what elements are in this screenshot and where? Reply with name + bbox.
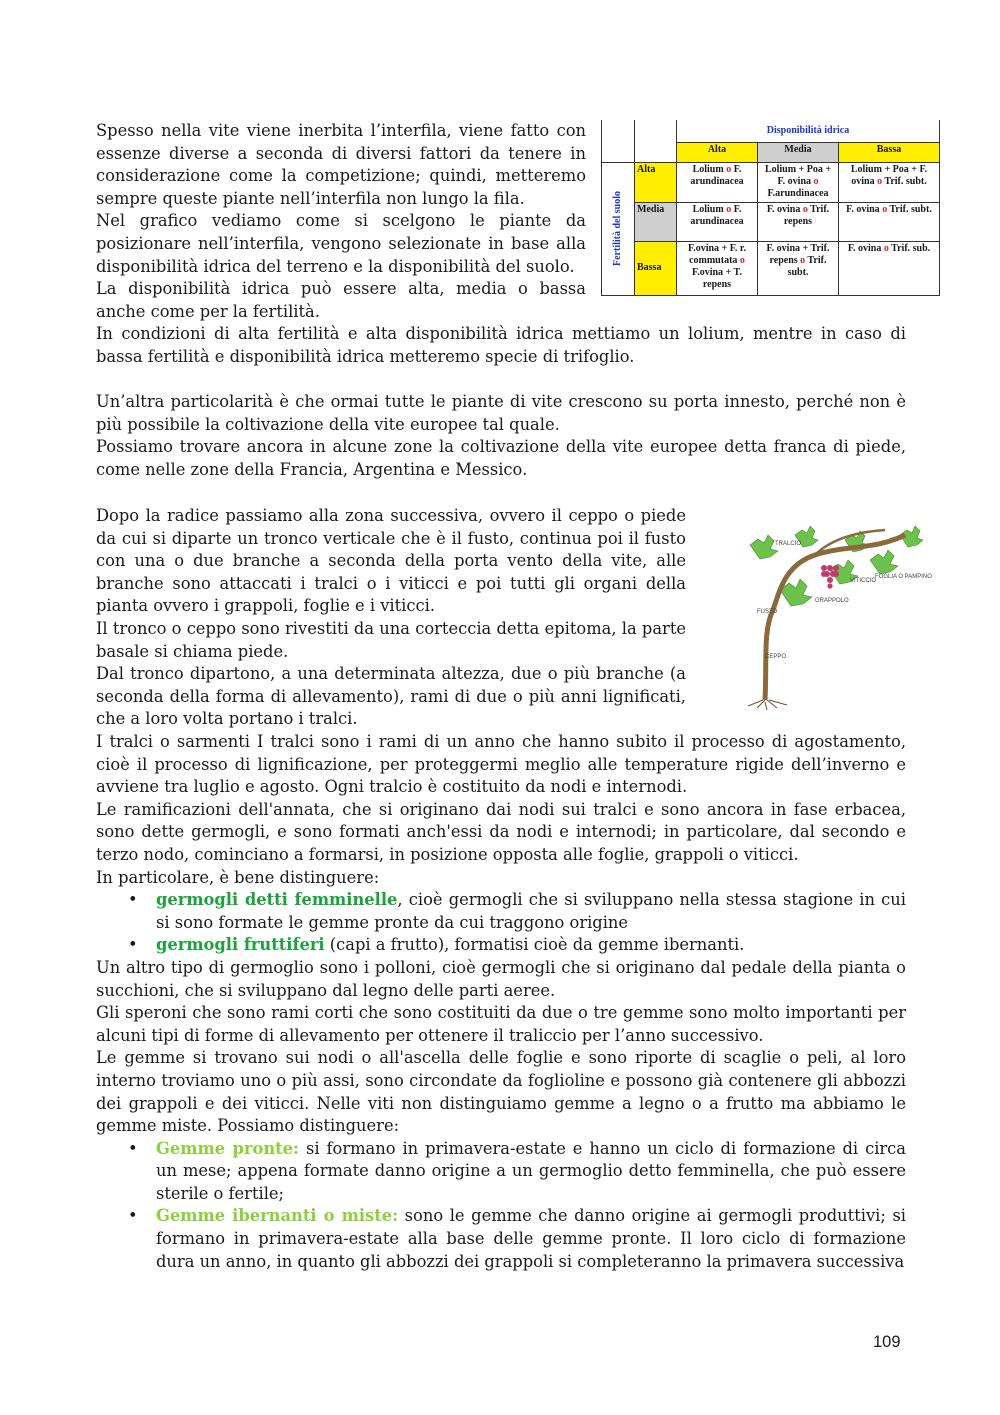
table-cell: Lolium o F. arundinacea [677,203,758,241]
table-col-alta: Alta [677,142,758,162]
intro-paragraph-1: Spesso nella vite viene inerbita l’interfila, viene fatto con essenze diverse a seconda di diversi fattori da tenere in considerazione come la competizione; quindi, metteremo sempre queste piante nell’interfila non lungo la fila. [96,121,586,208]
intro-paragraph-3: La disponibilità idrica può essere alta, media o bassa anche come per la fertilità. [96,279,586,321]
table-col-bassa: Bassa [839,142,940,162]
table-cell: F. ovina o Trif. sub. [839,241,940,295]
shoot-types-list [96,889,906,957]
shoots-paragraph-4: Un altro tipo di germoglio sono i polloni, cioè germogli che si originano dal pedale della pianta o succhioni, che si sviluppano dal legno delle parti aeree. [96,957,906,1000]
label-tralcio: TRALCIO [775,541,802,547]
intro-text [96,120,586,323]
label-grappolo: GRAPPOLO [815,598,849,604]
shoots-paragraph-2: Le ramificazioni dell'annata, che si originano dai nodi sui tralci e sono ancora in fase erbacea, sono dette germogli, e sono formati anch'essi da nodi e internodi; in particolare, dal secondo e terzo nodo, cominciano a formarsi, in posizione opposta alle foglie, grappoli o viticci. [96,799,906,864]
label-viticcio: VITICCIO [850,578,877,584]
trunk-paragraph-2: Il tronco o ceppo sono rivestiti da una corteccia detta epitoma, la parte basale si chiama piede. [96,618,686,661]
section-rootstock [96,391,906,481]
shoots-paragraph-1: I tralci o sarmenti I tralci sono i rami di un anno che hanno subito il processo di agostamento, cioè il processo di lignificazione, per proteggermi meglio alle temperature rigide dell’inverno e avviene tra luglio e agosto. Ogni tralcio è costituito da nodi e internodi. [96,732,906,797]
list-item: • Gemme pronte: si formano in primavera-estate e hanno un ciclo di formazione di circa un mese; appena formate danno origine a un germoglio detto femminella, che può essere sterile o fertile; [128,1138,907,1203]
list-item: • germogli fruttiferi (capi a frutto), formatisi cioè da gemme ibernanti. [128,935,745,955]
table-row-media: Media [635,203,677,241]
water-fertility-table [601,120,939,296]
table-row-header-cell [602,162,635,295]
table-col-header: Disponibilità idrica [677,120,940,142]
table-cell: F.ovina + F. r. commutata o F.ovina + T. repens [677,241,758,295]
label-ceppo: CEPPO [765,654,787,660]
rootstock-paragraph-2: Possiamo trovare ancora in alcune zone la coltivazione della vite europee detta franca di piede, come nelle zone della Francia, Argentina e Messico. [96,437,906,479]
table-cell: Lolium o F. arundinacea [677,162,758,202]
intro-paragraph-4: In condizioni di alta fertilità e alta disponibilità idrica mettiamo un lolium, mentre in caso di bassa fertilità e disponibilità idrica metteremo specie di trifoglio. [96,324,906,366]
table-row-bassa: Bassa [635,241,677,295]
label-fusto: FUSTO [757,609,778,615]
shoots-paragraph-3: In particolare, è bene distinguere: [96,867,380,887]
table-cell: F. ovina o Trif. subt. [839,203,940,241]
bud-types-list [96,1138,906,1274]
table-col-media: Media [758,142,839,162]
section-trunk [96,505,686,731]
vine-illustration [735,510,932,710]
rootstock-paragraph-1: Un’altra particolarità è che ormai tutte le piante di vite crescono su porta innesto, perché non è più possibile la coltivazione della vite europee tal quale. [96,392,906,434]
table-cell: Lolium + Poa + F. ovina o F.arundinacea [758,162,839,202]
page-number: 109 [873,1333,901,1351]
table-cell: F. ovina o Trif. repens [758,203,839,241]
list-item: • germogli detti femminelle, cioè germogli che si sviluppano nella stessa stagione in cui si sono formate le gemme pronte da cui traggono origine [128,890,906,932]
shoots-paragraph-6: Le gemme si trovano sui nodi o all'ascella delle foglie e sono riporte di scaglie o peli, al loro interno troviamo uno o più assi, sono circondate da foglioline e possono già contenere gli abbozzi dei grappoli e dei viticci. Nelle viti non distinguiamo gemme a legno o a frutto ma abbiamo le gemme miste. Possiamo distinguere: [96,1048,906,1136]
intro-paragraph-2: Nel grafico vediamo come si scelgono le piante da posizionare nell’interfila, vengono selezionate in base alla disponibilità idrica del terreno e la disponibilità del suolo. [96,211,586,276]
table-cell: Lolium + Poa + F. ovina o Trif. subt. [839,162,940,202]
intro-text-full [96,323,906,368]
section-shoots [96,731,906,1273]
list-item: • Gemme ibernanti o miste: sono le gemme che danno origine ai germogli produttivi; si formano in primavera-estate alla base delle gemme pronte. Il loro ciclo di formazione dura un anno, in quanto gli abbozzi dei grappoli si completeranno la primavera successiva [128,1206,907,1271]
trunk-paragraph-3: Dal tronco dipartono, a una determinata altezza, due o più branche (a seconda della forma di allevamento), rami di due o più anni lignificati, che a loro volta portano i tralci. [96,664,686,729]
trunk-paragraph-1: Dopo la radice passiamo alla zona successiva, ovvero il ceppo o piede da cui si diparte un tronco verticale che è il fusto, continua poi il fusto con una o due branche a seconda della porta vento della vite, alle branche sono attaccati i tralci o i viticci e poi tutti gli organi della pianta ovvero i grappoli, foglie e i viticci. [96,506,686,616]
table-row-alta: Alta [635,162,677,202]
label-foglia: FOGLIA O PAMPINO [875,574,932,580]
shoots-paragraph-5: Gli speroni che sono rami corti che sono costituiti da due o tre gemme sono molto importanti per alcuni tipi di forme di allevamento per ottenere il traliccio per l’anno successivo. [96,1003,906,1045]
table-cell: F. ovina + Trif. repens o Trif. subt. [758,241,839,295]
table-row-header: Fertilità del suolo [612,191,623,267]
